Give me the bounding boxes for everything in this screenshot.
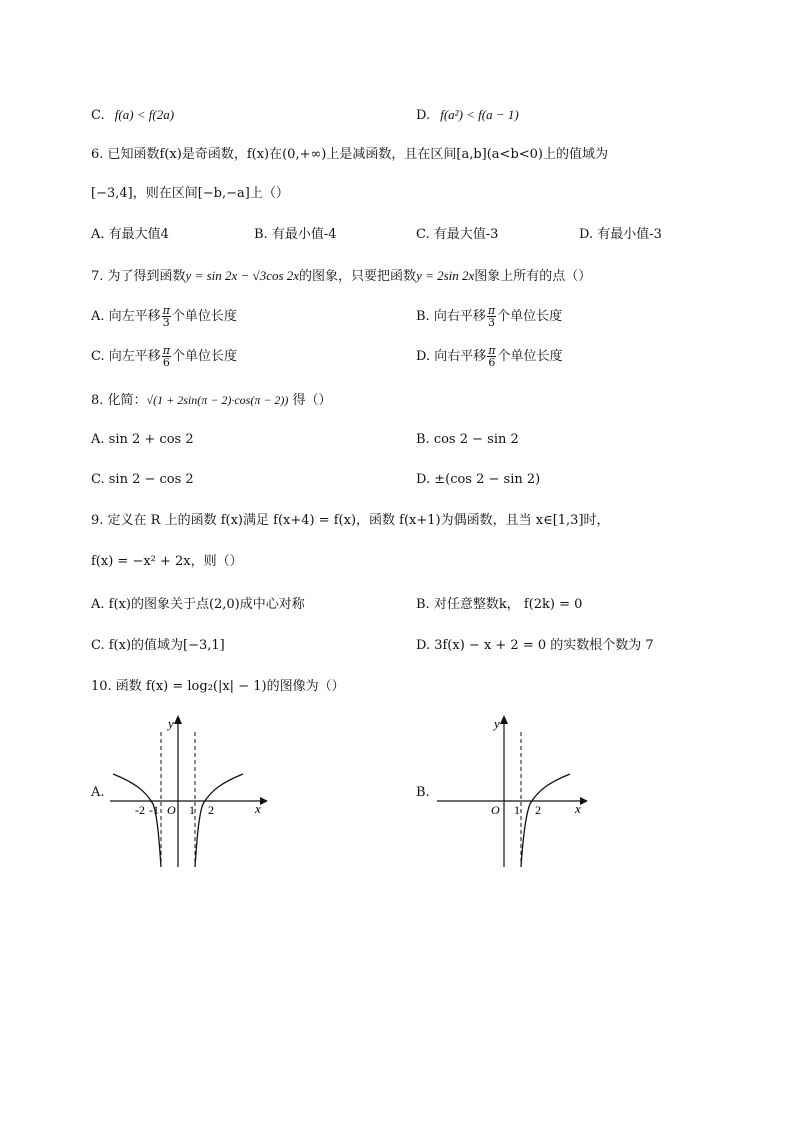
q8-stem-prefix: 8. 化简： <box>91 393 147 408</box>
q8-stem-suffix: 得（） <box>292 393 332 408</box>
q8-formula: √(1 + 2sin(π − 2)·cos(π − 2)) <box>146 393 289 407</box>
graph-b-y-label: y <box>494 716 500 731</box>
q5-option-d-label: D. <box>416 108 431 123</box>
q7-option-d-pre: D. 向右平移 <box>416 349 487 364</box>
q6-option-a: A. 有最大值4 <box>91 227 169 242</box>
q7-stem-prefix: 7. 为了得到函数 <box>91 269 186 284</box>
graph-a-tick-2: 2 <box>208 803 214 817</box>
graph-a-curve-right <box>195 774 243 867</box>
q9-option-c: C. f(x)的值域为[−3,1] <box>91 638 225 653</box>
graph-a-y-arrow <box>174 715 182 724</box>
graph-b-origin-label: O <box>491 803 500 817</box>
graph-b-tick-1: 1 <box>514 803 520 817</box>
q7-stem-mid: 的图象，只要把函数 <box>299 269 417 284</box>
graph-a-x-label: x <box>255 801 261 816</box>
q6-option-d: D. 有最小值-3 <box>579 227 662 242</box>
q8-option-c: C. sin 2 − cos 2 <box>91 472 194 487</box>
q5-option-c-text: f(a) < f(2a) <box>114 107 175 122</box>
graph-a-tick-neg2: -2 <box>135 803 145 817</box>
q7-stem <box>91 267 591 286</box>
graph-a-y-label: y <box>168 716 174 731</box>
q5-option-c <box>91 106 174 125</box>
q7-option-d-fraction: $\frac{\pi}{6}$ <box>488 344 496 369</box>
q7-option-a-fraction: $\frac{\pi}{3}$ <box>162 304 170 329</box>
q9-stem-line2: f(x) = −x² + 2x，则（） <box>91 554 243 569</box>
q7-stem-suffix: 图象上所有的点（） <box>474 269 592 284</box>
q7-option-b-pre: B. 向右平移 <box>416 309 486 324</box>
q8-stem <box>91 391 331 410</box>
q8-option-d: D. ±(cos 2 − sin 2) <box>416 472 541 487</box>
q8-option-b: B. cos 2 − sin 2 <box>416 432 519 447</box>
q7-formula-target: y = sin 2x − √3cos 2x <box>185 268 300 283</box>
q7-option-b-post: 个单位长度 <box>497 309 563 324</box>
q10-option-a-label: A. <box>91 785 105 800</box>
q7-option-c-post: 个单位长度 <box>171 349 237 364</box>
q7-option-c-pre: C. 向左平移 <box>91 349 161 364</box>
q7-formula-source: y = 2sin 2x <box>416 268 475 283</box>
q9-option-d: D. 3f(x) − x + 2 = 0 的实数根个数为 7 <box>416 638 654 653</box>
q10-option-b-label: B. <box>416 785 430 800</box>
q10-graph-b <box>432 712 592 872</box>
q5-option-d <box>416 106 519 125</box>
q7-option-a <box>91 304 237 330</box>
q7-option-a-post: 个单位长度 <box>171 309 237 324</box>
graph-a-tick-1: 1 <box>189 803 195 817</box>
q7-option-b <box>416 304 562 330</box>
q7-option-b-fraction: $\frac{\pi}{3}$ <box>487 304 496 329</box>
q6-stem-line1: 6. 已知函数f(x)是奇函数，f(x)在(0,+∞)上是减函数，且在区间[a,b](a<b<0)上的值域为 <box>91 147 608 162</box>
q7-option-c-fraction: $\frac{\pi}{6}$ <box>162 344 170 369</box>
q6-stem-line2: [−3,4]，则在区间[−b,−a]上（） <box>91 186 289 201</box>
q9-option-b: B. 对任意整数k， f(2k) = 0 <box>416 597 583 612</box>
graph-b-curve <box>521 774 570 867</box>
q6-option-b: B. 有最小值-4 <box>254 227 337 242</box>
q6-option-c: C. 有最大值-3 <box>416 227 499 242</box>
q5-option-d-text: f(a²) < f(a − 1) <box>440 107 519 122</box>
graph-a-curve-left <box>113 774 161 867</box>
graph-b-x-arrow <box>580 797 588 805</box>
q5-option-c-label: C. <box>91 108 105 123</box>
graph-a-x-arrow <box>260 797 268 805</box>
q10-stem: 10. 函数 f(x) = log₂(|x| − 1)的图像为（） <box>91 679 345 694</box>
q7-option-d <box>416 344 562 370</box>
q7-option-c <box>91 344 237 370</box>
graph-b-y-arrow <box>500 715 508 724</box>
q10-graph-a <box>105 712 270 872</box>
graph-a-origin-label: O <box>167 803 176 817</box>
graph-b-x-label: x <box>575 801 581 816</box>
q7-option-a-pre: A. 向左平移 <box>91 309 161 324</box>
q9-stem-line1: 9. 定义在 R 上的函数 f(x)满足 f(x+4) = f(x)，函数 f(x+1)为偶函数，且当 x∈[1,3]时， <box>91 513 610 528</box>
graph-b-tick-2: 2 <box>535 803 541 817</box>
q9-option-a: A. f(x)的图象关于点(2,0)成中心对称 <box>91 597 305 612</box>
graph-a-tick-neg1: -1 <box>149 803 159 817</box>
q7-option-d-post: 个单位长度 <box>497 349 563 364</box>
q8-option-a: A. sin 2 + cos 2 <box>91 432 194 447</box>
